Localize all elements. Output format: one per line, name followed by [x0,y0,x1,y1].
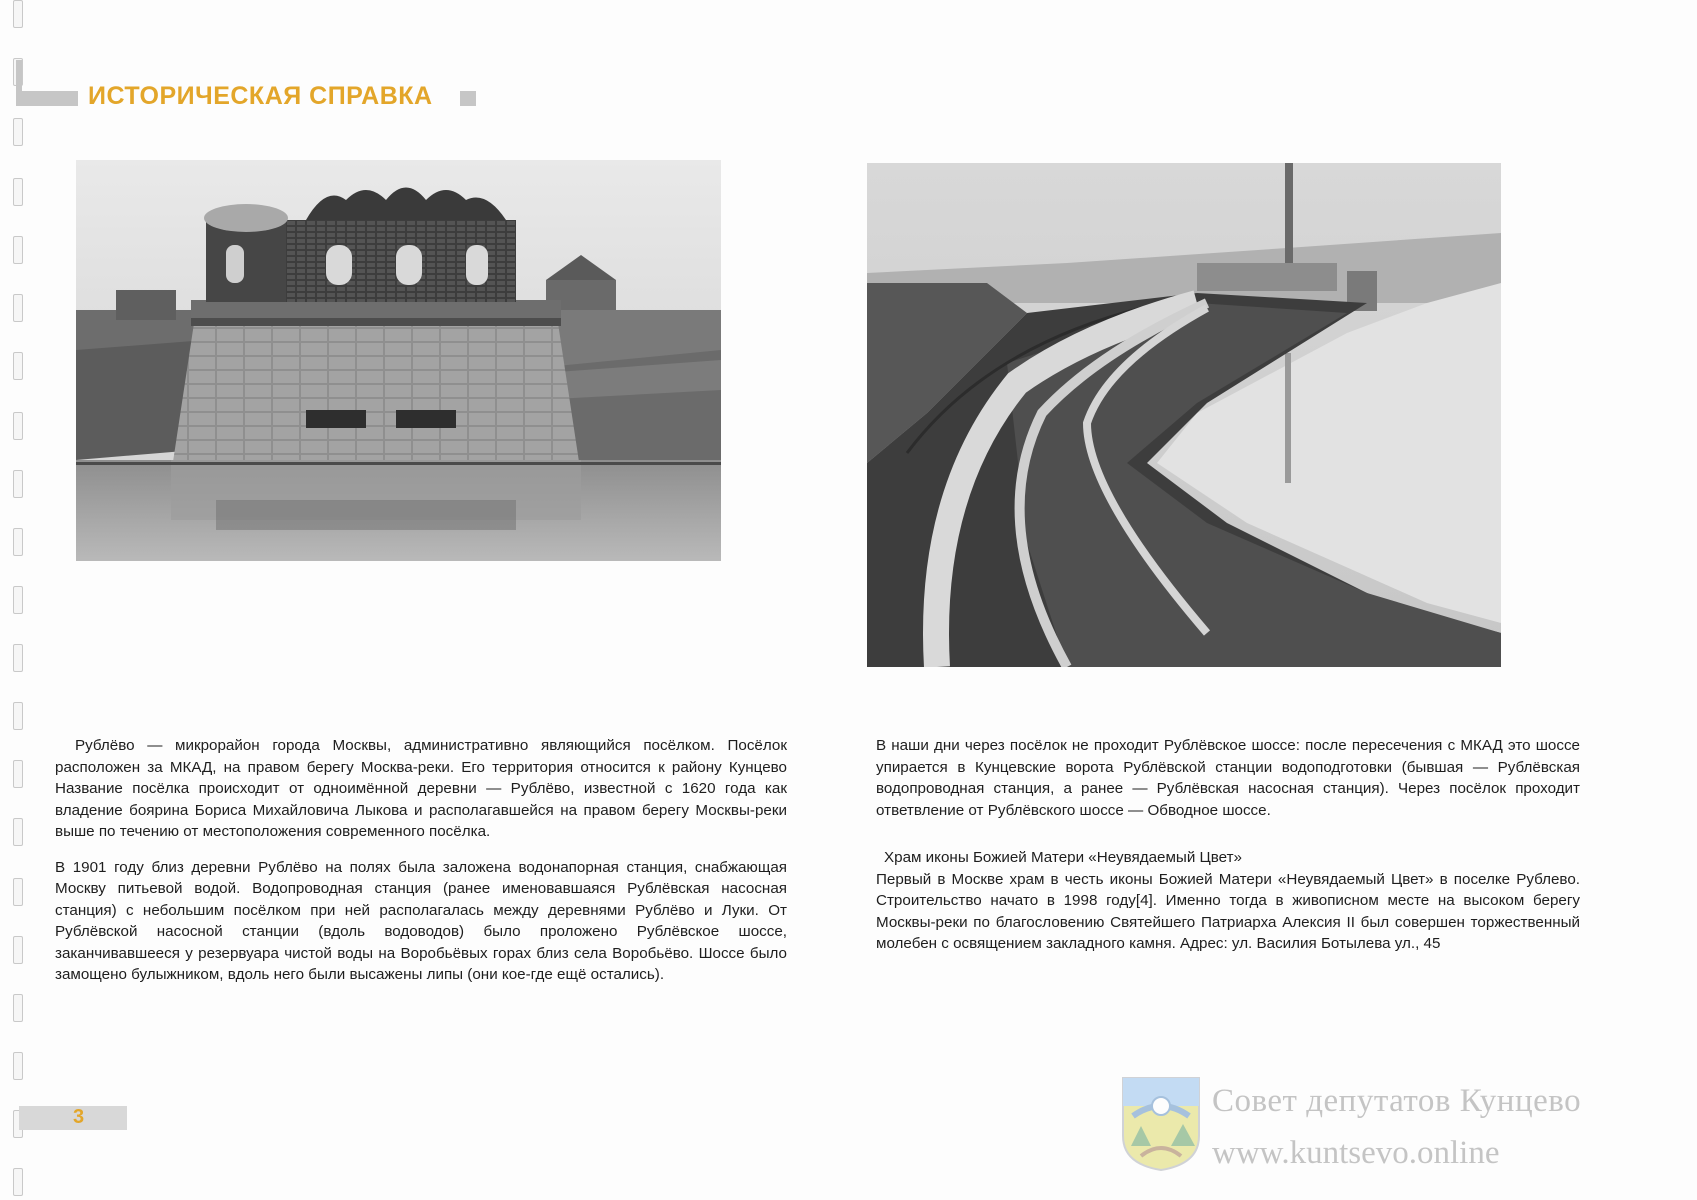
paragraph: В наши дни через посёлок не проходит Рублёвское шоссе: после пересечения с МКАД это шоссе упирается в Кунцевские ворота Рублёвской станции водоподготовки (бывшая — Рублёвская водопроводная станция, а ранее — Рублёвская насосная станция). Через посёлок проходит ответвление от Рублёвского шоссе — Обводное шоссе. [876,737,1580,819]
page-title: ИСТОРИЧЕСКАЯ СПРАВКА [88,82,433,110]
right-text-column [876,735,1580,955]
paragraph: В 1901 году близ деревни Рублёво на полях была заложена водонапорная станция, снабжающая Москву питьевой водой. Водопроводная станция (ранее именовавшаяся Рублёвская насосная станция) с небольшим посёлком при ней располагалась между деревнями Рублёво и Луки. От Рублёвской насосной станции (вдоль водоводов) было проложено Рублёвское шоссе, заканчивавшееся у резервуара чистой воды на Воробьёвых горах близ села Воробьёво. Шоссе было замощено булыжником, вдоль него были высажены липы (они кое-где ещё остались). [55,858,787,983]
pumping-station-photo [76,160,721,561]
watermark-title: Совет депутатов Кунцево [1212,1083,1582,1119]
kuntsevo-coat-of-arms-icon [1121,1076,1201,1172]
paragraph: Первый в Москве храм в честь иконы Божией Матери «Неувядаемый Цвет» в поселке Рублево. Строительство начато в 1998 году[4]. Именно тогда в живописном месте на высоком берегу Москвы-реки по благословению Святейшего Патриарха Алексия II был совершен торжественный молебен с освящением закладного камня. Адрес: ул. Василия Ботылева ул., 45 [876,870,1580,952]
header-accent-tail [460,91,476,106]
header-accent-bar [16,91,78,106]
left-text-column [55,735,787,986]
binding-holes [13,0,27,1200]
church-heading: Храм иконы Божией Матери «Неувядаемый Цвет» [884,849,1243,866]
river-road-photo [867,163,1501,667]
paragraph: Рублёво — микрорайон города Москвы, административно являющийся посёлком. Посёлок расположен за МКАД, на правом берегу Москва-реки. Его территория относится к району Кунцево Название посёлка происходит от одноимённой деревни — Рублёво, известной с 1620 года как владение боярина Бориса Михайловича Лыкова и располагавшейся на правом берегу Москвы-реки выше по течению от местоположения современного посёлка. [55,737,787,840]
page-number: 3 [73,1106,85,1128]
watermark-url: www.kuntsevo.online [1212,1135,1500,1171]
